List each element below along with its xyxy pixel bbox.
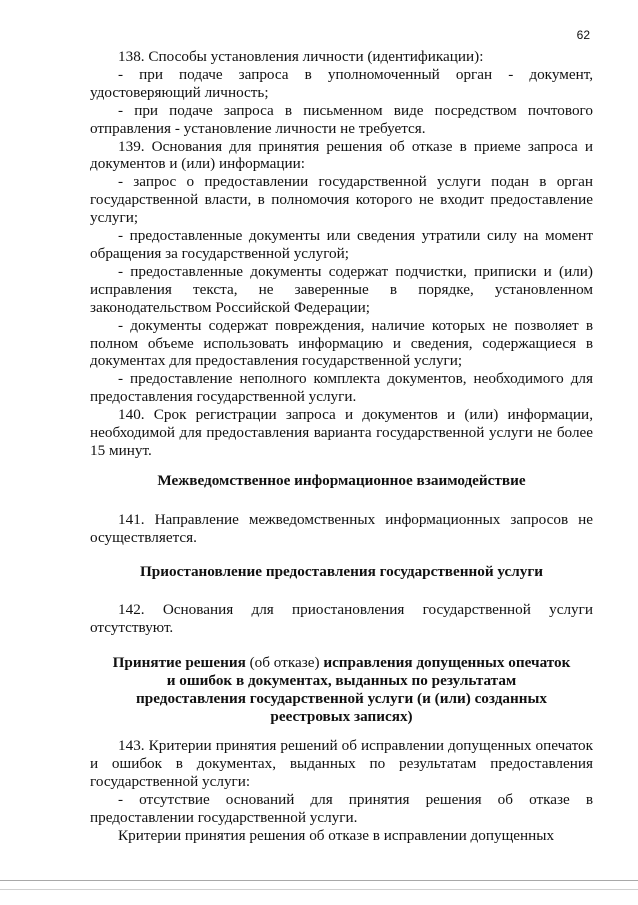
page-number: 62 <box>576 28 590 42</box>
heading-error-correction <box>110 654 573 726</box>
paragraph-143-title: 143. Критерии принятия решений об исправлении допущенных опечаток и ошибок в документах, выданных по результатам предоставления государственной услуги: <box>90 737 593 790</box>
heading-suspension: Приостановление предоставления государственной услуги <box>139 563 544 580</box>
scan-edge-line-lower <box>0 889 638 890</box>
paragraph-143-item-1: - отсутствие оснований для принятия решения об отказе в предоставлении государственной услуги. <box>90 790 593 826</box>
section-138-140 <box>90 48 593 460</box>
paragraph-142: 142. Основания для приостановления государственной услуги отсутствуют. <box>90 601 593 636</box>
heading-error-correction-parenthetical: (об отказе) <box>245 654 324 671</box>
heading-error-correction-rest: исправления допущенных опечаток и ошибок в документах, выданных по результатам предоставления государственной услуги (и (или) созданных реестровых записях) <box>136 654 571 725</box>
scan-edge-line <box>0 880 638 881</box>
section-143 <box>90 737 593 844</box>
paragraph-138-item-1: - при подаче запроса в уполномоченный орган - документ, удостоверяющий личность; <box>90 65 593 101</box>
paragraph-143-criteria-refusal: Критерии принятия решения об отказе в исправлении допущенных <box>118 826 555 844</box>
section-142 <box>90 601 593 637</box>
paragraph-139-item-4: - документы содержат повреждения, наличие которых не позволяет в полном объеме использовать информацию и сведения, содержащиеся в документах для предоставления государственной услуги; <box>90 316 593 370</box>
paragraph-140: 140. Срок регистрации запроса и документов и (или) информации, необходимой для предоставления варианта государственной услуги не более 15 минут. <box>90 406 593 459</box>
paragraph-139-item-5: - предоставление неполного комплекта документов, необходимого для предоставления государственной услуги. <box>90 370 593 406</box>
paragraph-138-item-2: - при подаче запроса в письменном виде посредством почтового отправления - установление личности не требуется. <box>90 101 593 137</box>
paragraph-139-item-2: - предоставленные документы или сведения утратили силу на момент обращения за государственной услугой; <box>90 227 593 262</box>
paragraph-139-item-3: - предоставленные документы содержат подчистки, приписки и (или) исправления текста, не заверенные в порядке, установленном законодательством Российской Федерации; <box>90 262 593 316</box>
heading-error-correction-lead: Принятие решения <box>112 654 246 671</box>
paragraph-139-item-1: - запрос о предоставлении государственной услуги подан в орган государственной власти, в полномочия которого не входит предоставление услуги; <box>90 173 593 227</box>
heading-interagency-interaction: Межведомственное информационное взаимодействие <box>157 472 526 489</box>
paragraph-138-title: 138. Способы установления личности (идентификации): <box>118 48 484 65</box>
section-141 <box>90 511 593 547</box>
paragraph-141: 141. Направление межведомственных информационных запросов не осуществляется. <box>90 511 593 546</box>
paragraph-139-title: 139. Основания для принятия решения об отказе в приеме запроса и документов и (или) информации: <box>90 137 593 173</box>
